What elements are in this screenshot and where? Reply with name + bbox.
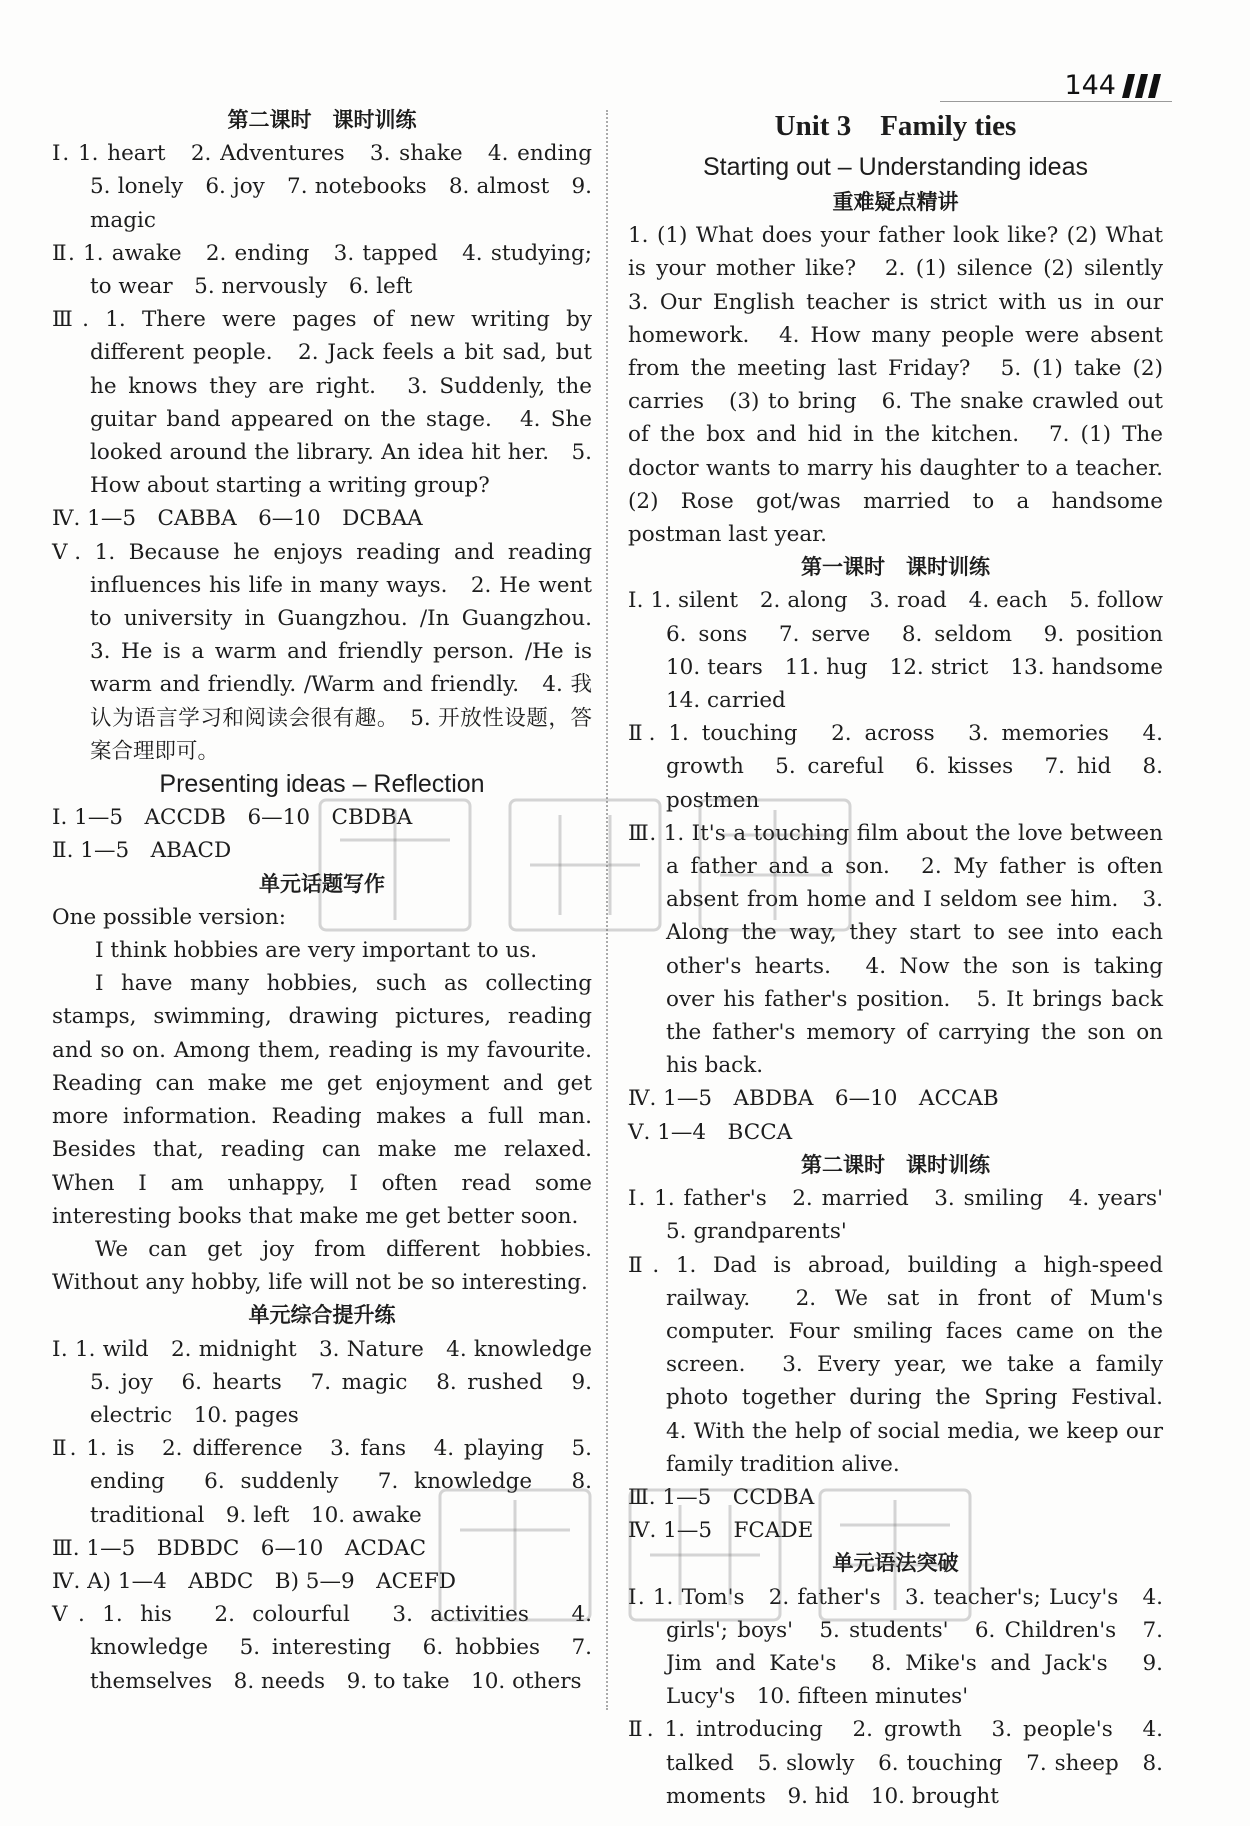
essay-paragraph: I have many hobbies, such as collecting stamps, swimming, drawing pictures, reading and so on. Among them, reading is my favourite. Reading can make me get enjoyment and get more information. Reading makes a full man. Besides that, reading can make me relaxed. When I am unhappy, I often read some interesting books that make me get better soon. <box>52 971 592 1229</box>
answer-line: Ⅴ. 1—4 BCCA <box>628 1119 793 1145</box>
column-divider <box>606 110 608 1710</box>
right-column <box>628 104 1185 1813</box>
answer-line: Ⅱ. 1—5 ABACD <box>52 838 232 864</box>
answer-line: Ⅳ. A) 1—4 ABDC B) 5—9 ACEFD <box>52 1568 456 1594</box>
section-heading: 第二课时 课时训练 <box>801 1152 990 1177</box>
answer-line: Ⅴ. 1. Because he enjoys reading and reading influences his life in many ways. 2. He went to university in Guangzhou. /In Guangzhou. 3. He is a warm and friendly person. /He is warm and friendly. /Warm and friendly. 4. 我认为语言学习和阅读会很有趣。 5. 开放性设题，答案合理即可。 <box>52 539 614 764</box>
answer-line: Ⅰ. 1. heart 2. Adventures 3. shake 4. ending 5. lonely 6. joy 7. notebooks 8. almost 9. magic <box>52 141 614 233</box>
page-number-text: 144 <box>1064 70 1116 101</box>
answer-line: Ⅱ. 1. introducing 2. growth 3. people's 4. talked 5. slowly 6. touching 7. sheep 8. moments 9. hid 10. brought <box>628 1717 1163 1809</box>
section-heading: 第二课时 课时训练 <box>227 108 417 132</box>
essay-paragraph: We can get joy from different hobbies. Without any hobby, life will not be so interesting. <box>52 1236 592 1296</box>
answer-line: Ⅱ. 1. Dad is abroad, building a high-speed railway. 2. We sat in front of Mum's computer. Four smiling faces came on the screen. 3. Every year, we take a family photo together during the Spring Festival. 4. With the help of social media, we keep our family tradition alive. <box>628 1252 1185 1477</box>
answer-line: Ⅰ. 1. silent 2. along 3. road 4. each 5. follow 6. sons 7. serve 8. seldom 9. position 10. tears 11. hug 12. strict 13. handsome 14. carried <box>628 588 1185 714</box>
section-heading: 单元话题写作 <box>259 871 385 896</box>
answer-line: Ⅳ. 1—5 FCADE <box>628 1518 814 1544</box>
page-number-stripes-icon <box>1122 74 1162 98</box>
essay-intro: One possible version: <box>52 904 286 930</box>
answer-line: Ⅲ. 1—5 BDBDC 6—10 ACDAC <box>52 1535 427 1561</box>
section-heading: Presenting ideas – Reflection <box>159 770 485 799</box>
header-rule <box>940 101 1172 102</box>
answer-line: Ⅱ. 1. touching 2. across 3. memories 4. growth 5. careful 6. kisses 7. hid 8. postmen <box>628 721 1163 813</box>
answer-line: Ⅱ. 1. is 2. difference 3. fans 4. playing 5. ending 6. suddenly 7. knowledge 8. traditional 9. left 10. awake <box>52 1436 592 1528</box>
left-column <box>52 104 614 1698</box>
answer-line: Ⅳ. 1—5 ABDBA 6—10 ACCAB <box>628 1086 999 1112</box>
answer-line: Ⅱ. 1. awake 2. ending 3. tapped 4. studying; to wear 5. nervously 6. left <box>52 240 592 300</box>
essay-paragraph: I think hobbies are very important to us. <box>95 938 538 964</box>
answer-line: Ⅲ. 1. There were pages of new writing by different people. 2. Jack feels a bit sad, but he knows they are right. 3. Suddenly, the guitar band appeared on the stage. 4. She looked around the library. An idea hit her. 5. How about starting a writing group? <box>52 307 592 499</box>
answer-paragraph: 1. (1) What does your father look like? (2) What is your mother like? 2. (1) silence (2) silently 3. Our English teacher is strict with us in our homework. 4. How many people were absent from the meeting last Friday? 5. (1) take (2) carries (3) to bring 6. The snake crawled out of the box and hid in the kitchen. 7. (1) The doctor wants to marry his daughter to a teacher. (2) Rose got/was married to a handsome postman last year. <box>628 223 1185 548</box>
answer-line: Ⅰ. 1. father's 2. married 3. smiling 4. years' 5. grandparents' <box>628 1186 1185 1245</box>
answer-line: Ⅲ. 1. It's a touching film about the love between a father and a son. 2. My father is often absent from home and I seldom see him. 3. Along the way, they start to see into each other's hearts. 4. Now the son is taking over his father's position. 5. It brings back the father's memory of carrying the son on his back. <box>628 820 1163 1079</box>
answer-line: Ⅳ. 1—5 CABBA 6—10 DCBAA <box>52 506 423 532</box>
page-number <box>1064 70 1162 101</box>
answer-line: Ⅲ. 1—5 CCDBA <box>628 1484 815 1510</box>
answer-line: Ⅰ. 1. wild 2. midnight 3. Nature 4. knowledge 5. joy 6. hearts 7. magic 8. rushed 9. electric 10. pages <box>52 1336 614 1428</box>
unit-title: Unit 3 Family ties <box>774 110 1017 142</box>
unit-subtitle: Starting out – Understanding ideas <box>703 153 1088 181</box>
section-heading: 重难疑点精讲 <box>832 190 959 214</box>
section-heading: 单元语法突破 <box>832 1551 959 1576</box>
answer-line: Ⅰ. 1—5 ACCDB 6—10 CBDBA <box>52 805 413 831</box>
section-heading: 单元综合提升练 <box>248 1303 396 1328</box>
section-heading: 第一课时 课时训练 <box>801 555 990 580</box>
answer-line: Ⅰ. 1. Tom's 2. father's 3. teacher's; Lucy's 4. girls'; boys' 5. students' 6. Children's 7. Jim and Kate's 8. Mike's and Jack's 9. Lucy's 10. fifteen minutes' <box>628 1584 1163 1710</box>
answer-line: Ⅴ. 1. his 2. colourful 3. activities 4. knowledge 5. interesting 6. hobbies 7. themselves 8. needs 9. to take 10. others <box>52 1602 592 1694</box>
